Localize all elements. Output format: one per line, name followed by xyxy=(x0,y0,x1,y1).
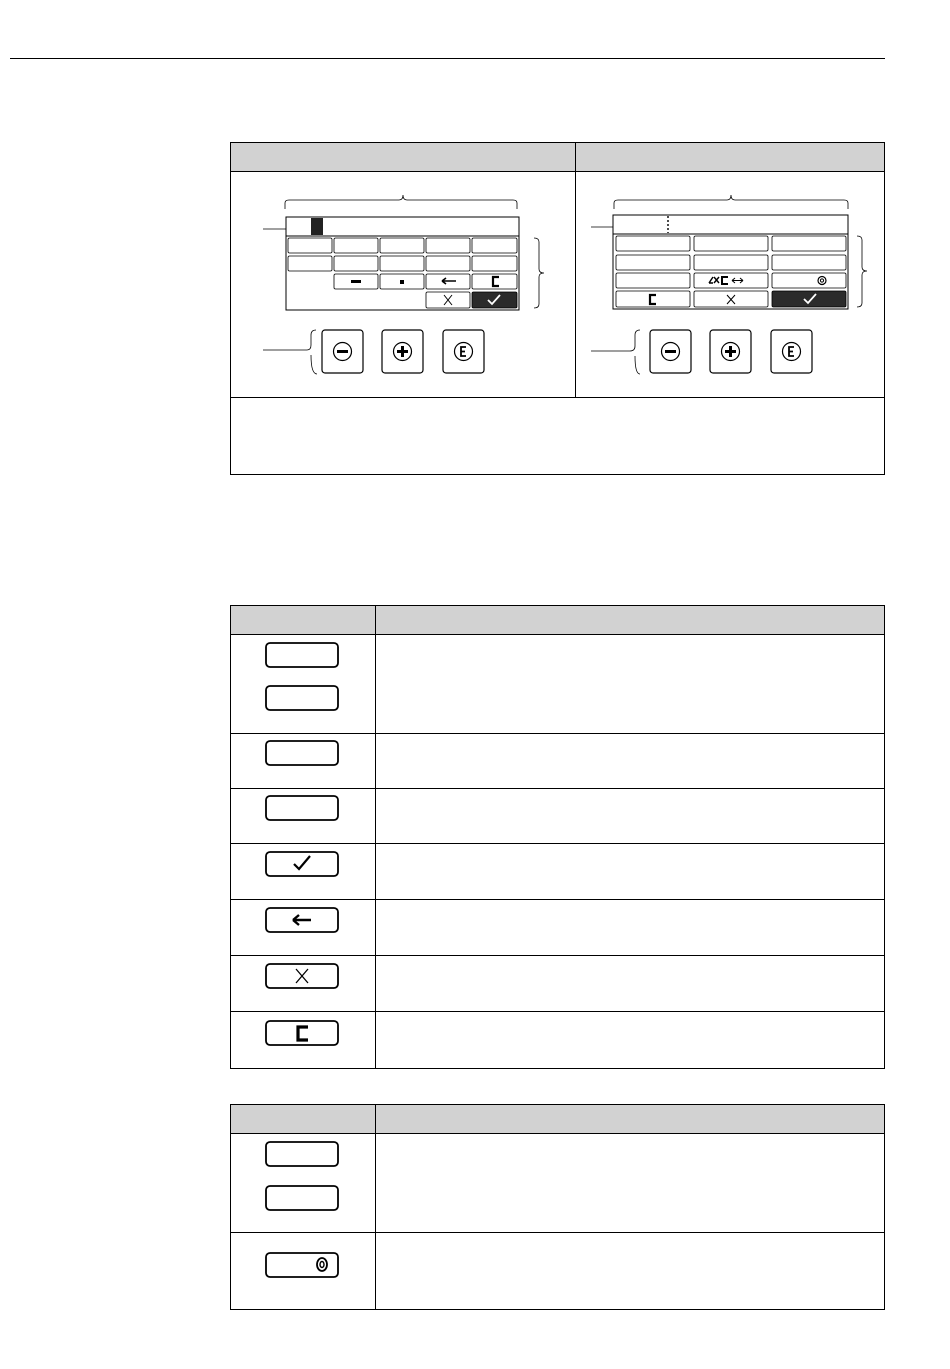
figure-header-left xyxy=(231,143,575,171)
key-symbol xyxy=(264,1140,340,1168)
page-top-rule xyxy=(10,58,885,59)
table-header xyxy=(231,606,884,634)
row-divider xyxy=(231,899,884,900)
confirm-key xyxy=(264,850,340,878)
row-divider xyxy=(231,843,884,844)
row-divider xyxy=(231,788,884,789)
input-cursor xyxy=(311,218,323,235)
minus-icon xyxy=(351,280,361,283)
table-header xyxy=(231,1105,884,1133)
key-symbol xyxy=(264,1184,340,1212)
brace-icon xyxy=(285,195,517,209)
row-divider xyxy=(231,1011,884,1012)
row-divider xyxy=(231,733,884,734)
clear-key xyxy=(264,1019,340,1047)
row-divider xyxy=(231,1133,884,1134)
at-key xyxy=(264,1251,340,1279)
figure-caption xyxy=(231,398,884,474)
row-divider xyxy=(231,955,884,956)
key-symbol xyxy=(264,641,340,669)
row-divider xyxy=(231,634,884,635)
decimal-key xyxy=(264,794,340,822)
minus-key xyxy=(264,739,340,767)
column-divider xyxy=(375,1105,376,1309)
edit-keys-table xyxy=(230,605,885,1069)
numeric-editor-illustration xyxy=(231,171,574,396)
backspace-key xyxy=(264,906,340,934)
row-divider xyxy=(231,1232,884,1233)
text-editor-illustration xyxy=(576,171,884,396)
key-symbol xyxy=(264,684,340,712)
figure-header-right xyxy=(575,143,884,171)
decimal-icon xyxy=(400,280,404,284)
column-divider xyxy=(375,606,376,1068)
cancel-key xyxy=(264,962,340,990)
